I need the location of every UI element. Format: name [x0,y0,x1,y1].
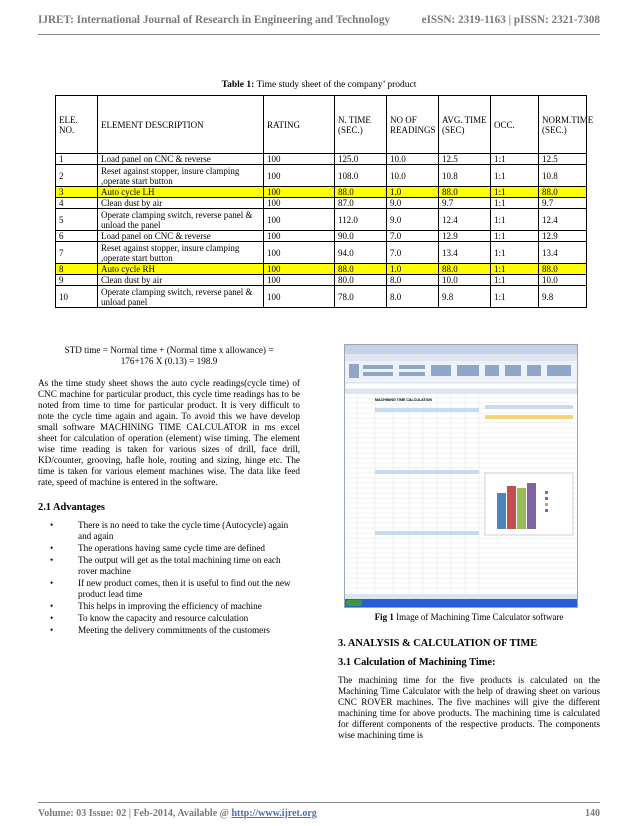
table-cell: Auto cycle RH [98,264,264,275]
table-cell: 12.5 [539,154,587,165]
table-row [56,187,587,198]
list-item: • The output will get as the total machining time on each rover machine [50,555,281,576]
table-cell: Clean dust by air [98,275,264,286]
column-headers [345,389,577,394]
table-cell: 10.0 [539,275,587,286]
table-cell: 88.0 [439,264,491,275]
intro-paragraph: As the time study sheet shows the auto cycle readings(cycle time) of CNC machine for particular product, this cycle time readings has to be noted from time to time for particular product. It is very difficult to note the cycle time again and again. To avoid this we have develop small software MACHINING TIME CALCULATOR in ms excel sheet for calculation of operation (element) wise timing. The element wise time reading is taken for various sizes of drill, face drill, KD/counter, grooving, hafle hole, routing and sizing, hinge etc. The time is taken for various element machines wise. The data like feed rate, speed of machine is entered in the software. [38,378,300,487]
formula-bar [345,383,577,389]
bullet-icon: • [50,601,54,611]
table-row [56,264,587,275]
table-cell: Clean dust by air [98,198,264,209]
table-cell: Auto cycle LH [98,187,264,198]
table-cell: 100 [264,286,335,308]
table-cell: 90.0 [335,231,387,242]
machining-time-paragraph: The machining time for the five products is calculated on the Machining Time Calculator with the help of drawing sheet on various CNC ROVER machines. The five machines will give the different machining time for above products. The machining time is calculated for different components of the respective products. The components wise machining time is [338,675,600,740]
table-cell: 5 [56,209,98,231]
machining-time-calculator-screenshot [344,344,578,608]
table-cell: 100 [264,165,335,187]
table-cell: 1:1 [491,264,539,275]
col-header: OCC. [491,96,539,154]
table-cell: 100 [264,264,335,275]
table-row [56,242,587,264]
col-header: NO OF READINGS [387,96,439,154]
list-item: • The operations having same cycle time are defined [50,543,265,553]
ribbon-tabs [345,354,577,361]
section-3-1-heading: 3.1 Calculation of Machining Time: [338,657,496,668]
advantages-heading: 2.1 Advantages [38,502,105,513]
table-cell: Operate clamping switch, reverse panel & unload the panel [98,209,264,231]
issn-text: eISSN: 2319-1163 | pISSN: 2321-7308 [421,14,600,26]
section-3-heading: 3. ANALYSIS & CALCULATION OF TIME [338,638,538,649]
table-cell: 12.4 [539,209,587,231]
table-cell: 8 [56,264,98,275]
table-cell: 12.9 [439,231,491,242]
table-cell: 100 [264,209,335,231]
col-header: ELE. NO. [56,96,98,154]
right-column [338,612,600,741]
time-study-table [55,95,594,308]
table-cell: 10 [56,286,98,308]
bullet-icon: • [50,555,54,565]
table-cell: Reset against stopper, insure clamping ,operate start button [98,165,264,187]
table-cell: 125.0 [335,154,387,165]
table-caption-text: Time study sheet of the company’ product [254,80,417,90]
list-item: • This helps in improving the efficiency of machine [50,601,262,611]
table-cell: 108.0 [335,165,387,187]
table-cell: 100 [264,187,335,198]
col-header: ELEMENT DESCRIPTION [98,96,264,154]
table-cell: 94.0 [335,242,387,264]
table-cell: 1:1 [491,231,539,242]
table-cell: 1 [56,154,98,165]
table-cell: 100 [264,154,335,165]
table-row [56,165,587,187]
table-row [56,209,587,231]
table-cell: 80.0 [335,275,387,286]
list-item: • If new product comes, then it is useful to find out the new product lead time [50,578,291,599]
col-header: N. TIME (SEC.) [335,96,387,154]
table-cell: 1:1 [491,286,539,308]
table-cell: 9 [56,275,98,286]
table-header-row [56,96,587,154]
list-item: • There is no need to take the cycle time (Autocycle) again and again [50,520,289,541]
chart-bar [517,488,526,529]
table-cell: 12.4 [439,209,491,231]
table-cell: 1.0 [387,264,439,275]
table-cell: 9.7 [439,198,491,209]
table-cell: 88.0 [439,187,491,198]
table-cell: 2 [56,165,98,187]
table-cell: 12.5 [439,154,491,165]
table-cell: 10.0 [387,154,439,165]
table-caption [0,80,638,90]
table-cell: 87.0 [335,198,387,209]
table-cell: 88.0 [539,187,587,198]
header-rule [38,34,600,35]
taskbar [345,599,577,607]
excel-window-graphic [345,345,577,607]
chart-bar [497,493,506,529]
bullet-icon: • [50,520,54,530]
table-cell: 12.9 [539,231,587,242]
table-cell: 1:1 [491,275,539,286]
std-formula-line2: 176+176 X (0.13) = 198.9 [120,356,218,366]
table-cell: 9.0 [387,209,439,231]
table-cell: 3 [56,187,98,198]
table-cell: 10.8 [539,165,587,187]
col-header: RATING [264,96,335,154]
table-cell: 9.0 [387,198,439,209]
table-cell: 1:1 [491,209,539,231]
start-button [346,600,362,606]
table-row [56,231,587,242]
figure-caption-text: Image of Machining Time Calculator software [393,612,564,622]
footer-volume: Volume: 03 Issue: 02 | Feb-2014, Available @ http://www.ijret.org [38,808,317,819]
table-cell: 9.8 [539,286,587,308]
table-cell: 100 [264,275,335,286]
table-cell: 8.0 [387,286,439,308]
result-cells [485,415,573,419]
table-cell: 13.4 [439,242,491,264]
table-cell: 10.0 [439,275,491,286]
table-cell: 88.0 [335,187,387,198]
running-header [38,14,600,32]
table-cell: Operate clamping switch, reverse panel & unload panel [98,286,264,308]
table-row [56,286,587,308]
std-formula-line1: STD time = Normal time + (Normal time x allowance) = [64,345,274,355]
table-cell: 1.0 [387,187,439,198]
col-header: NORM.TIME (SEC.) [539,96,587,154]
table-cell: 10.0 [387,165,439,187]
table-cell: Reset against stopper, insure clamping ,operate start button [98,242,264,264]
table-cell: Load panel on CNC & reverse [98,231,264,242]
figure-caption [338,612,600,623]
table-caption-label: Table 1: [221,80,255,90]
bullet-icon: • [50,543,54,553]
sheet-title: MACHINING TIME CALCULATION [375,398,433,402]
table-cell: 1:1 [491,242,539,264]
table-cell: 6 [56,231,98,242]
footer-rule [38,802,600,803]
table-cell: 1:1 [491,165,539,187]
table-cell: 1:1 [491,154,539,165]
table-cell: 112.0 [335,209,387,231]
table-cell: 1:1 [491,198,539,209]
table-cell: 9.8 [439,286,491,308]
table-cell: 9.7 [539,198,587,209]
col-header: AVG. TIME (SEC) [439,96,491,154]
table-cell: 1:1 [491,187,539,198]
table-cell: 13.4 [539,242,587,264]
window-titlebar [345,345,577,354]
table-row [56,154,587,165]
table-cell: 7.0 [387,242,439,264]
running-footer [38,808,600,819]
table-cell: 10.8 [439,165,491,187]
table-row [56,198,587,209]
table-cell: 7.0 [387,231,439,242]
table-cell: Load panel on CNC & reverse [98,154,264,165]
bullet-icon: • [50,625,54,635]
table-cell: 4 [56,198,98,209]
table-cell: 88.0 [335,264,387,275]
table-cell: 88.0 [539,264,587,275]
page-number: 140 [585,808,600,819]
chart-bar [527,483,536,529]
left-column [38,345,300,637]
sheet-tabs [345,594,577,599]
advantages-list [38,520,300,636]
bullet-icon: • [50,578,54,588]
table-row [56,275,587,286]
table-cell: 8.0 [387,275,439,286]
list-item: • Meeting the delivery commitments of the customers [50,625,270,635]
table-cell: 100 [264,198,335,209]
table-cell: 78.0 [335,286,387,308]
table-cell: 100 [264,242,335,264]
figure-label: Fig 1 [374,612,394,622]
chart-bar [507,486,516,529]
table-cell: 100 [264,231,335,242]
bullet-icon: • [50,613,54,623]
journal-title: IJRET: International Journal of Research in Engineering and Technology [38,14,391,26]
list-item: • To know the capacity and resource calculation [50,613,249,623]
table-cell: 7 [56,242,98,264]
journal-link[interactable]: http://www.ijret.org [231,808,317,819]
